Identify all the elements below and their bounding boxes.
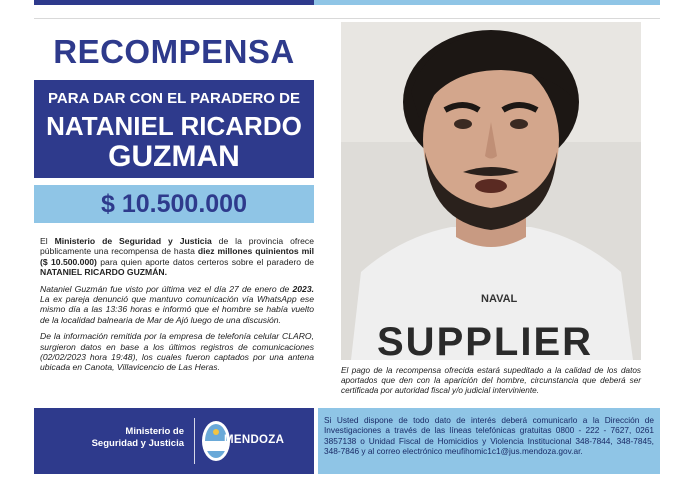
poster-title: RECOMPENSA <box>53 33 295 70</box>
p1-amount-words: diez millones quinientos mil ($ 10.500.000) <box>40 246 314 267</box>
shirt-text-large: SUPPLIER <box>377 320 594 360</box>
name-banner <box>34 80 314 178</box>
body-paragraph-2 <box>40 284 314 326</box>
contact-info: Si Usted dispone de todo dato de interés deberá comunicarlo a la Dirección de Investigaciones a través de las líneas telefónicas gratuitas 0800 - 222 - 7627, 0261 3857138 o Unidad Fiscal de Homicidios y Violencia Institucional 348-7844, 348-7845, 348-7846 y al correo electrónico meufihomic1c1@jus.mendoza.gov.ar. <box>324 415 654 457</box>
top-accent-light <box>314 0 660 5</box>
top-accent-bar <box>34 0 660 5</box>
subtitle: PARA DAR CON EL PARADERO DE <box>48 90 300 107</box>
province-name: MENDOZA <box>224 434 285 446</box>
body-text <box>40 236 314 379</box>
body-paragraph-3 <box>40 331 314 373</box>
p1-ministry: Ministerio de Seguridad y Justicia <box>54 236 212 246</box>
name-line-2: GUZMAN <box>108 140 240 173</box>
p1-text-c: para quien aporte datos certeros sobre el paradero de <box>96 256 315 267</box>
portrait-illustration <box>341 22 641 360</box>
missing-person-photo <box>341 22 641 360</box>
photo-caption: El pago de la recompensa ofrecida estará supeditado a la calidad de los datos aportados que den con la aparición del hombre, circunstancia que deberá ser certificada por autoridad fiscal y/o judicial interviniente. <box>341 366 641 396</box>
top-accent-dark <box>34 0 314 5</box>
shirt-text-small: NAVAL <box>481 293 518 305</box>
p1-text-a: El <box>40 236 55 246</box>
p2-text-b: La ex pareja denunció que mantuvo comunicación vía WhatsApp ese mismo día a las 13:36 horas e informó que el hombre se había vuelto de la localidad balnearia de Mar de Ajó luego de una discusión. <box>40 294 314 325</box>
footer-ministry-block <box>34 408 314 474</box>
name-line-1: NATANIEL RICARDO <box>46 111 302 141</box>
ministry-line-1: Ministerio de <box>125 426 184 437</box>
p3-text: De la información remitida por la empresa de telefonía celular CLARO, surgieron datos en base a los últimos registros de comunicaciones (02/02/2023 hora 19:48), los cuales fueron captados por una antena ubicada en Canota, Villavicencio de Las Heras. <box>40 331 314 373</box>
p2-year: 2023. <box>292 283 314 294</box>
p1-name: NATANIEL RICARDO GUZMÁN. <box>40 267 167 278</box>
ministry-label <box>54 426 184 450</box>
p2-text-a: Nataniel Guzmán fue visto por última vez el día 27 de enero de <box>40 283 293 294</box>
reward-amount: $ 10.500.000 <box>34 185 314 223</box>
footer-contact-block <box>318 408 660 474</box>
top-divider <box>34 18 660 19</box>
body-paragraph-1 <box>40 236 314 278</box>
ministry-line-2: Seguridad y Justicia <box>91 438 184 449</box>
p1-text-b: de la provincia ofrece públicamente una recompensa de hasta <box>40 236 314 257</box>
